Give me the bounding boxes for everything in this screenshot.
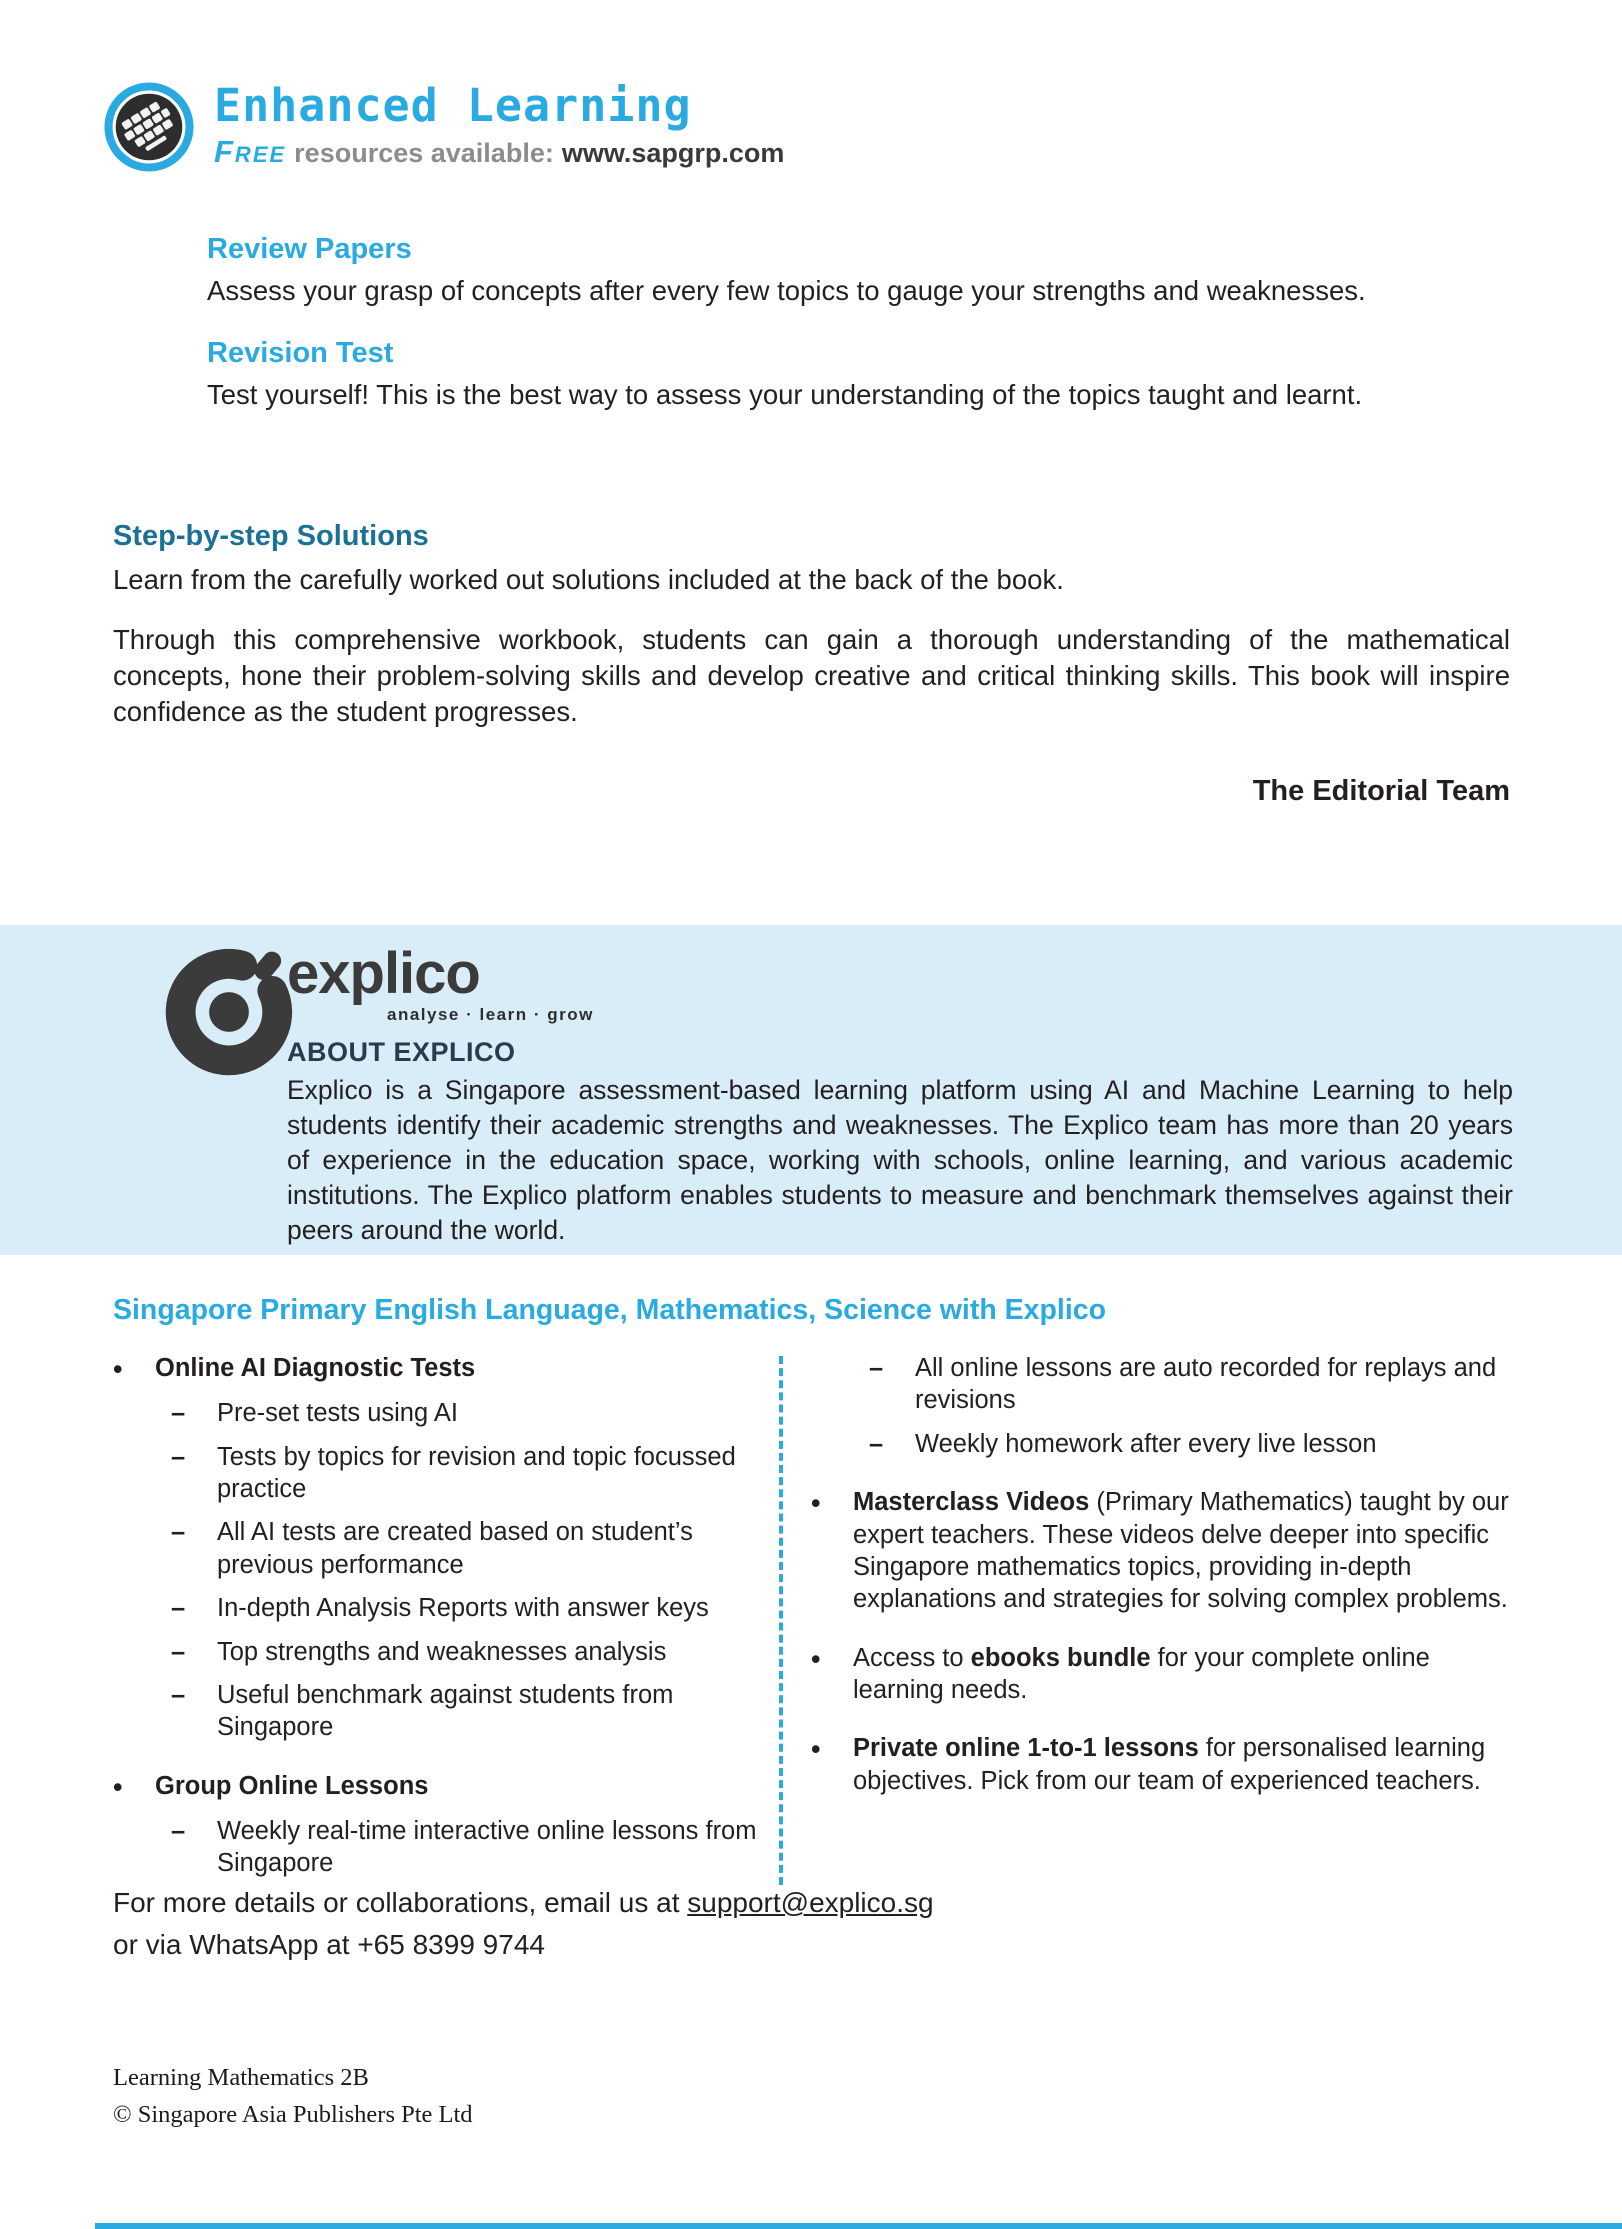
dash-marker: – <box>869 1354 884 1382</box>
free-resources-line <box>214 134 784 170</box>
list-item-text <box>915 1428 1513 1460</box>
editorial-team-signature: The Editorial Team <box>1252 774 1510 807</box>
list-item-text <box>915 1352 1513 1417</box>
explico-logo-icon <box>158 941 300 1083</box>
dash-marker: – <box>171 1518 186 1547</box>
list-item <box>811 1732 1513 1797</box>
dash-marker: – <box>171 1442 186 1471</box>
list-item-text <box>853 1642 1513 1707</box>
list-item-text <box>217 1815 761 1880</box>
list-item <box>113 1770 761 1804</box>
feature-review-papers <box>207 233 1510 309</box>
bullet-marker: • <box>811 1488 821 1519</box>
list-item <box>811 1642 1513 1707</box>
list-item-text <box>217 1679 761 1744</box>
feature-revision-test <box>207 337 1510 413</box>
contact-line <box>113 1924 1263 1966</box>
text-run: ebooks bundle <box>970 1643 1151 1672</box>
about-explico-content <box>287 941 1513 1248</box>
text-run: Tests by topics for revision and topic focussed practice <box>217 1442 736 1504</box>
text-run: Weekly homework after every live lesson <box>915 1429 1377 1458</box>
step-by-step-title: Step-by-step Solutions <box>113 520 429 552</box>
list-item-text <box>217 1441 761 1506</box>
step-by-step-body: Learn from the carefully worked out solutions included at the back of the book. <box>113 564 1064 595</box>
feature-title: Review Papers <box>207 233 412 265</box>
list-item-text <box>217 1397 761 1429</box>
text-run: Online AI Diagnostic Tests <box>155 1354 476 1382</box>
list-item <box>869 1352 1513 1417</box>
feature-body: Test yourself! This is the best way to assess your understanding of the topics taught and learnt. <box>207 378 1363 410</box>
list-item <box>113 1352 761 1386</box>
about-explico-title: ABOUT EXPLICO <box>287 1037 516 1067</box>
resources-available-label: resources available: <box>294 138 554 169</box>
text-run: Useful benchmark against students from Singapore <box>217 1680 674 1742</box>
dash-marker: – <box>869 1429 884 1458</box>
text-run: Masterclass Videos <box>853 1488 1090 1517</box>
list-item-text <box>155 1770 761 1804</box>
text-run: (Primary Mathematics) taught by our expert teachers. These videos delve deeper into specific Singapore mathematics topics, providing in-depth explanations and strategies for solving complex problems. <box>853 1488 1509 1614</box>
text-run: All online lessons are auto recorded for replays and revisions <box>915 1354 1497 1415</box>
dashed-column-divider <box>779 1356 783 1885</box>
feature-list <box>207 233 1510 413</box>
explico-wordmark: explico <box>287 941 480 1006</box>
list-item-text <box>217 1636 761 1668</box>
list-item <box>171 1636 761 1668</box>
offerings-left-column <box>113 1352 761 1891</box>
list-item-text <box>853 1486 1513 1616</box>
offerings-title: Singapore Primary English Language, Mathematics, Science with Explico <box>113 1294 1107 1326</box>
dash-marker: – <box>171 1399 186 1428</box>
solutions-section <box>113 520 1510 808</box>
list-item-text <box>853 1732 1513 1797</box>
bullet-marker: • <box>113 1354 123 1384</box>
list-item <box>171 1592 761 1624</box>
text-run: All AI tests are created based on student’s previous performance <box>217 1518 693 1579</box>
workbook-paragraph: Through this comprehensive workbook, students can gain a thorough understanding of the mathematical concepts, hone their problem-solving skills and develop creative and critical thinking skills. This book will inspire confidence as the student progresses. <box>113 623 1510 728</box>
list-item <box>171 1441 761 1506</box>
offerings-right-column <box>811 1352 1513 1891</box>
list-item <box>171 1397 761 1429</box>
offerings-columns <box>113 1352 1513 1891</box>
email-link[interactable]: support@explico.sg <box>687 1887 934 1918</box>
dash-marker: – <box>171 1594 186 1623</box>
feature-body: Assess your grasp of concepts after every few topics to gauge your strengths and weaknesses. <box>207 275 1366 306</box>
text-run: for your complete online learning needs. <box>853 1643 1430 1704</box>
about-explico-paragraph: Explico is a Singapore assessment-based learning platform using AI and Machine Learning to help students identify their academic strengths and weaknesses. The Explico team has more than 20 years of experience in the education space, working with schools, online learning, and various academic institutions. The Explico platform enables students to measure and benchmark themselves against their peers around the world. <box>287 1075 1513 1245</box>
about-explico-section <box>0 925 1622 1255</box>
text-run: Access to <box>853 1643 971 1672</box>
text-run: Weekly real-time interactive online lessons from Singapore <box>217 1816 757 1878</box>
list-item <box>811 1486 1513 1616</box>
text-run: Group Online Lessons <box>155 1771 429 1800</box>
text-run: Private online 1-to-1 lessons <box>853 1734 1199 1763</box>
contact-line <box>113 1882 1263 1924</box>
list-item-text <box>217 1592 761 1624</box>
dash-marker: – <box>171 1637 186 1666</box>
dash-marker: – <box>171 1680 186 1709</box>
list-item <box>171 1815 761 1880</box>
contact-block <box>113 1882 1263 1966</box>
list-item <box>171 1679 761 1744</box>
page-footer <box>113 2060 473 2134</box>
free-label: Free <box>214 134 287 170</box>
explico-tagline: analyse · learn · grow <box>387 1005 594 1024</box>
keyboard-globe-logo-icon <box>104 82 194 172</box>
dash-marker: – <box>171 1816 186 1845</box>
text-run: In-depth Analysis Reports with answer keys <box>217 1594 709 1623</box>
text-run: for personalised learning objectives. Pick from our team of experienced teachers. <box>853 1734 1486 1795</box>
list-item <box>171 1516 761 1581</box>
text-run: Top strengths and weaknesses analysis <box>217 1637 667 1666</box>
bullet-marker: • <box>811 1734 821 1765</box>
text-run: For more details or collaborations, email us at <box>113 1887 688 1918</box>
website-url-text: www.sapgrp.com <box>561 138 785 169</box>
bullet-marker: • <box>113 1771 123 1802</box>
text-run: or via WhatsApp at +65 8399 9744 <box>113 1929 545 1960</box>
list-item-text <box>217 1516 761 1581</box>
enhanced-learning-header <box>104 79 785 172</box>
bullet-marker: • <box>811 1643 821 1674</box>
copyright-footer: © Singapore Asia Publishers Pte Ltd <box>113 2100 473 2128</box>
list-item-text <box>155 1352 761 1386</box>
text-run: Pre-set tests using AI <box>217 1399 458 1428</box>
book-title-footer: Learning Mathematics 2B <box>113 2064 369 2091</box>
bottom-edge-bar <box>95 2223 1622 2229</box>
feature-title: Revision Test <box>207 336 394 369</box>
list-item <box>869 1428 1513 1460</box>
enhanced-learning-title: Enhanced Learning <box>214 79 692 132</box>
